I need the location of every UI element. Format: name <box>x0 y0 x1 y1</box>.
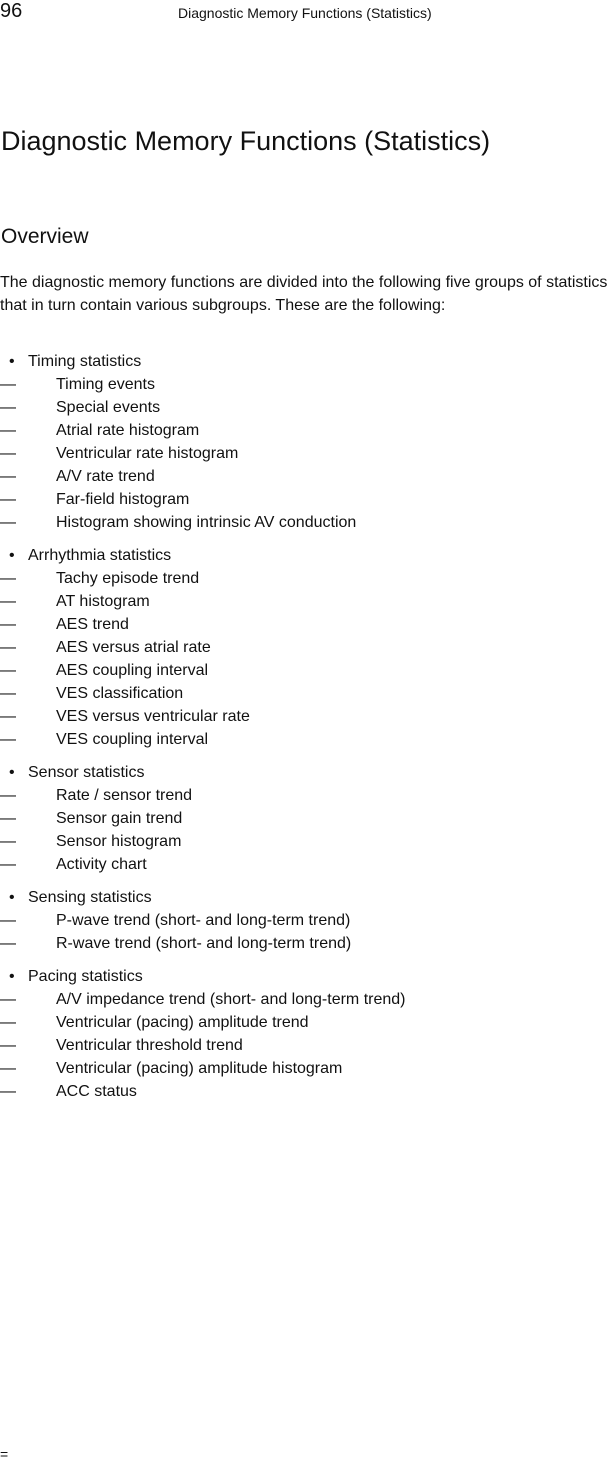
dash-icon: — <box>0 399 16 416</box>
group-sensing-statistics <box>0 886 615 955</box>
list-item-label: R-wave trend (short- and long-term trend) <box>56 935 352 952</box>
list-item-label: Tachy episode trend <box>56 570 200 587</box>
list-item-label: ACC status <box>56 1083 137 1100</box>
list-item <box>0 488 615 511</box>
list-item-label: Ventricular rate histogram <box>56 445 239 462</box>
list-item-label: Atrial rate histogram <box>56 422 200 439</box>
dash-icon: — <box>0 570 16 587</box>
sub-list <box>0 567 615 751</box>
list-item <box>0 909 615 932</box>
list-item <box>0 682 615 705</box>
list-item <box>0 659 615 682</box>
list-item <box>0 636 615 659</box>
bullet-icon: • <box>9 353 15 370</box>
list-item-label: A/V impedance trend (short- and long-term trend) <box>56 991 406 1008</box>
group-heading <box>0 965 615 988</box>
list-item <box>0 567 615 590</box>
dash-icon: — <box>0 1060 16 1077</box>
group-heading <box>0 761 615 784</box>
dash-icon: — <box>0 593 16 610</box>
group-label: Sensing statistics <box>28 889 152 906</box>
group-sensor-statistics <box>0 761 615 876</box>
list-item <box>0 807 615 830</box>
dash-icon: — <box>0 639 16 656</box>
list-item <box>0 373 615 396</box>
dash-icon: — <box>0 514 16 531</box>
dash-icon: — <box>0 662 16 679</box>
list-item-label: AES trend <box>56 616 129 633</box>
list-item <box>0 728 615 751</box>
list-item-label: VES coupling interval <box>56 731 209 748</box>
dash-icon: — <box>0 422 16 439</box>
statistics-group-list <box>0 350 615 1113</box>
list-item-label: AES versus atrial rate <box>56 639 211 656</box>
list-item <box>0 830 615 853</box>
dash-icon: — <box>0 1014 16 1031</box>
list-item <box>0 1011 615 1034</box>
group-heading <box>0 544 615 567</box>
group-label: Timing statistics <box>28 353 142 370</box>
list-item <box>0 784 615 807</box>
footer-mark: = <box>0 1446 9 1462</box>
list-item-label: VES classification <box>56 685 184 702</box>
group-heading <box>0 350 615 373</box>
list-item-label: Ventricular (pacing) amplitude histogram <box>56 1060 343 1077</box>
intro-paragraph: The diagnostic memory functions are divided into the following five groups of statistics that in turn contain various subgroups. These are the following: <box>0 274 608 314</box>
dash-icon: — <box>0 810 16 827</box>
group-label: Pacing statistics <box>28 968 143 985</box>
list-item <box>0 396 615 419</box>
list-item-label: Special events <box>56 399 161 416</box>
sub-list <box>0 373 615 534</box>
group-arrhythmia-statistics <box>0 544 615 751</box>
list-item <box>0 590 615 613</box>
bullet-icon: • <box>9 889 15 906</box>
dash-icon: — <box>0 685 16 702</box>
running-header: Diagnostic Memory Functions (Statistics) <box>178 5 432 21</box>
dash-icon: — <box>0 376 16 393</box>
list-item-label: AT histogram <box>56 593 150 610</box>
dash-icon: — <box>0 787 16 804</box>
list-item <box>0 1057 615 1080</box>
list-item <box>0 853 615 876</box>
dash-icon: — <box>0 935 16 952</box>
list-item-label: Timing events <box>56 376 155 393</box>
sub-list <box>0 909 615 955</box>
page-title: Diagnostic Memory Functions (Statistics) <box>1 126 491 156</box>
list-item-label: Histogram showing intrinsic AV conduction <box>56 514 357 531</box>
list-item <box>0 705 615 728</box>
list-item <box>0 465 615 488</box>
group-pacing-statistics <box>0 965 615 1103</box>
list-item <box>0 1034 615 1057</box>
group-heading <box>0 886 615 909</box>
sub-list <box>0 988 615 1103</box>
list-item <box>0 613 615 636</box>
dash-icon: — <box>0 468 16 485</box>
page-number: 96 <box>0 0 23 22</box>
dash-icon: — <box>0 731 16 748</box>
group-label: Sensor statistics <box>28 764 145 781</box>
dash-icon: — <box>0 912 16 929</box>
dash-icon: — <box>0 491 16 508</box>
list-item <box>0 442 615 465</box>
bullet-icon: • <box>9 968 15 985</box>
dash-icon: — <box>0 1083 16 1100</box>
list-item <box>0 932 615 955</box>
list-item-label: P-wave trend (short- and long-term trend) <box>56 912 351 929</box>
list-item-label: Ventricular threshold trend <box>56 1037 243 1054</box>
dash-icon: — <box>0 833 16 850</box>
bullet-icon: • <box>9 764 15 781</box>
dash-icon: — <box>0 991 16 1008</box>
list-item-label: Rate / sensor trend <box>56 787 193 804</box>
dash-icon: — <box>0 856 16 873</box>
list-item-label: Sensor gain trend <box>56 810 183 827</box>
group-label: Arrhythmia statistics <box>28 547 172 564</box>
dash-icon: — <box>0 445 16 462</box>
section-heading-overview: Overview <box>1 225 89 248</box>
bullet-icon: • <box>9 547 15 564</box>
list-item-label: Sensor histogram <box>56 833 182 850</box>
dash-icon: — <box>0 708 16 725</box>
list-item <box>0 419 615 442</box>
list-item-label: Far-field histogram <box>56 491 190 508</box>
list-item-label: AES coupling interval <box>56 662 209 679</box>
list-item <box>0 988 615 1011</box>
list-item-label: VES versus ventricular rate <box>56 708 250 725</box>
list-item <box>0 511 615 534</box>
sub-list <box>0 784 615 876</box>
list-item-label: Ventricular (pacing) amplitude trend <box>56 1014 309 1031</box>
list-item-label: A/V rate trend <box>56 468 155 485</box>
dash-icon: — <box>0 1037 16 1054</box>
list-item <box>0 1080 615 1103</box>
list-item-label: Activity chart <box>56 856 147 873</box>
group-timing-statistics <box>0 350 615 534</box>
dash-icon: — <box>0 616 16 633</box>
